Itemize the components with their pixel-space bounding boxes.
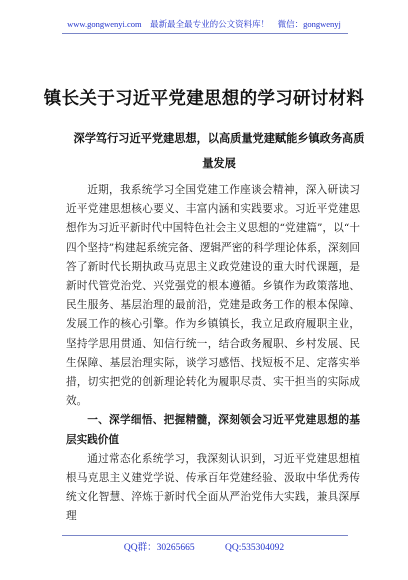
header-divider — [62, 33, 348, 34]
page-header — [0, 18, 408, 30]
footer-qq: QQ:535304092 — [224, 543, 285, 553]
document-subtitle: 深学笃行习近平党建思想，以高质量党建赋能乡镇政务高质量发展 — [73, 131, 365, 170]
page-footer — [0, 539, 408, 553]
footer-divider — [62, 535, 348, 536]
header-wechat-text: 微信：gongwenyj — [277, 19, 341, 29]
body-paragraph: 通过常态化系统学习，我深刻认识到，习近平党建思想植根马克思主义建党学说、传承百年党建经验、汲取中华优秀传统文化智慧、淬炼于新时代全面从严治党伟大实践，兼具深厚理 — [66, 452, 360, 523]
document-body — [66, 181, 360, 527]
section-heading: 一、深学细悟、把握精髓，深刻领会习近平党建思想的基层实践价值 — [66, 414, 360, 446]
footer-qq-group: QQ群：30265665 — [123, 543, 195, 553]
document-title: 镇长关于习近平党建思想的学习研讨材料 — [43, 89, 365, 109]
header-url-link[interactable]: www.gongwenyi.com — [67, 19, 142, 29]
header-promo-text: 最新最全最专业的公文资料库！ — [150, 19, 270, 29]
body-paragraph: 近期，我系统学习全国党建工作座谈会精神，深入研读习近平党建思想核心要义、丰富内涵和实践要求。习近平党建思想作为习近平新时代中国特色社会主义思想的“党建篇”，以“十四个坚持”构建起系统完备、逻辑严密的科学理论体系，深刻回答了新时代长期执政马克思主义政党建设的重大时代课题，是新时代管党治党、兴党强党的根本遵循。乡镇作为政策落地、民生服务、基层治理的最前沿，党建是政务工作的根本保障、发展工作的核心引擎。作为乡镇镇长，我立足政府履职主业，坚持学思用贯通、知信行统一，结合政务履职、乡村发展、民生保障、基层治理实际，谈学习感悟、找短板不足、定落实举措，切实把党的创新理论转化为履职尽责、实干担当的实际成效。 — [66, 184, 360, 408]
